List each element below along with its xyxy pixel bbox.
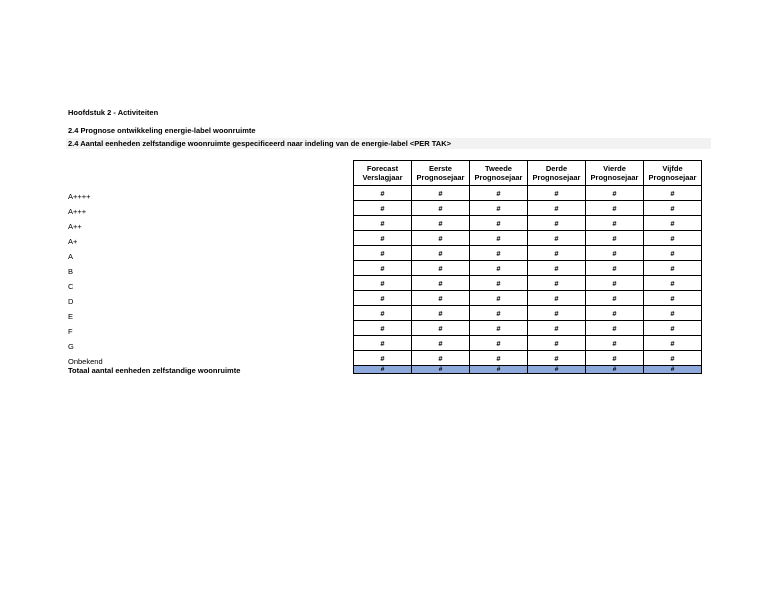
table-cell[interactable]: #	[354, 276, 412, 291]
column-header-line: Forecast	[366, 164, 399, 173]
table-cell[interactable]: #	[644, 276, 702, 291]
table-cell[interactable]: #	[470, 291, 528, 306]
column-header-line: Tweede	[485, 164, 512, 173]
table-row	[354, 321, 702, 336]
column-header-line: Prognosejaar	[590, 173, 639, 182]
table-cell[interactable]: #	[528, 231, 586, 246]
table-cell[interactable]: #	[412, 231, 470, 246]
table-cell[interactable]: #	[354, 186, 412, 201]
column-header-line: Vierde	[603, 164, 626, 173]
table-cell[interactable]: #	[586, 231, 644, 246]
table-cell[interactable]: #	[586, 201, 644, 216]
table-cell[interactable]: #	[354, 216, 412, 231]
table-cell[interactable]: #	[470, 351, 528, 366]
table-cell[interactable]: #	[644, 261, 702, 276]
row-label: A	[68, 252, 74, 261]
table-header-row	[354, 161, 702, 186]
table-cell[interactable]: #	[528, 276, 586, 291]
column-header	[528, 161, 586, 186]
table-row	[354, 351, 702, 366]
table-row	[354, 201, 702, 216]
table-cell[interactable]: #	[354, 291, 412, 306]
table-cell[interactable]: #	[354, 231, 412, 246]
column-header-line: Prognosejaar	[416, 173, 465, 182]
table-cell[interactable]: #	[528, 186, 586, 201]
row-label: A++++	[68, 192, 91, 201]
row-label: E	[68, 312, 74, 321]
table-cell[interactable]: #	[470, 186, 528, 201]
table-cell[interactable]: #	[354, 246, 412, 261]
row-label: B	[68, 267, 74, 276]
table-cell[interactable]: #	[644, 351, 702, 366]
table-cell[interactable]: #	[528, 351, 586, 366]
data-table	[353, 160, 702, 374]
column-header-line: Eerste	[429, 164, 452, 173]
table-cell[interactable]: #	[412, 291, 470, 306]
table-cell[interactable]: #	[354, 351, 412, 366]
table-cell[interactable]: #	[528, 246, 586, 261]
total-row	[354, 366, 702, 374]
section-title: 2.4 Prognose ontwikkeling energie-label woonruimte	[68, 126, 256, 135]
table-cell[interactable]: #	[470, 336, 528, 351]
column-header-line: Prognosejaar	[648, 173, 697, 182]
table-cell[interactable]: #	[644, 186, 702, 201]
table-cell[interactable]: #	[354, 306, 412, 321]
table-cell[interactable]: #	[528, 216, 586, 231]
column-header	[354, 161, 412, 186]
table-cell[interactable]: #	[470, 201, 528, 216]
table-cell[interactable]: #	[470, 231, 528, 246]
table-cell[interactable]: #	[412, 186, 470, 201]
column-header-line: Vijfde	[662, 164, 683, 173]
table-cell[interactable]: #	[412, 306, 470, 321]
table-cell[interactable]: #	[586, 246, 644, 261]
table-cell[interactable]: #	[354, 201, 412, 216]
table-row	[354, 246, 702, 261]
table-cell[interactable]: #	[528, 261, 586, 276]
table-cell[interactable]: #	[528, 321, 586, 336]
table-cell[interactable]: #	[412, 201, 470, 216]
table-row	[354, 306, 702, 321]
table-cell[interactable]: #	[644, 246, 702, 261]
table-cell[interactable]: #	[586, 306, 644, 321]
table-cell[interactable]: #	[586, 321, 644, 336]
table-cell[interactable]: #	[412, 261, 470, 276]
table-cell[interactable]: #	[470, 246, 528, 261]
table-cell[interactable]: #	[528, 306, 586, 321]
table-cell[interactable]: #	[412, 351, 470, 366]
total-cell[interactable]: #	[354, 366, 412, 374]
table-cell[interactable]: #	[644, 336, 702, 351]
row-label: F	[68, 327, 73, 336]
table-cell[interactable]: #	[644, 291, 702, 306]
table-cell[interactable]: #	[644, 306, 702, 321]
total-cell[interactable]: #	[528, 366, 586, 374]
column-header	[586, 161, 644, 186]
table-row	[354, 291, 702, 306]
table-cell[interactable]: #	[470, 306, 528, 321]
column-header-line: Verslagjaar	[362, 173, 403, 182]
table-cell[interactable]: #	[586, 276, 644, 291]
table-cell[interactable]: #	[470, 276, 528, 291]
column-header	[470, 161, 528, 186]
table-cell[interactable]: #	[354, 261, 412, 276]
table-cell[interactable]: #	[586, 336, 644, 351]
table-cell[interactable]: #	[528, 291, 586, 306]
total-cell[interactable]: #	[586, 366, 644, 374]
table-cell[interactable]: #	[586, 351, 644, 366]
chapter-title: Hoofdstuk 2 - Activiteiten	[68, 108, 159, 117]
total-cell[interactable]: #	[412, 366, 470, 374]
table-cell[interactable]: #	[644, 201, 702, 216]
row-label: G	[68, 342, 74, 351]
table-row	[354, 231, 702, 246]
table-row	[354, 186, 702, 201]
table-row	[354, 261, 702, 276]
table-cell[interactable]: #	[528, 336, 586, 351]
total-cell[interactable]: #	[644, 366, 702, 374]
table-cell[interactable]: #	[528, 201, 586, 216]
table-cell[interactable]: #	[470, 321, 528, 336]
table-cell[interactable]: #	[412, 321, 470, 336]
column-header	[412, 161, 470, 186]
table-cell[interactable]: #	[586, 216, 644, 231]
table-cell[interactable]: #	[412, 276, 470, 291]
column-header-line: Derde	[545, 164, 568, 173]
table-cell[interactable]: #	[644, 231, 702, 246]
table-cell[interactable]: #	[470, 216, 528, 231]
table-cell[interactable]: #	[412, 246, 470, 261]
table-cell[interactable]: #	[586, 186, 644, 201]
table-title: 2.4 Aantal eenheden zelfstandige woonruimte gespecificeerd naar indeling van de energie-label <PER TAK>	[68, 139, 452, 148]
table-cell[interactable]: #	[412, 216, 470, 231]
table-cell[interactable]: #	[586, 261, 644, 276]
column-header-line: Prognosejaar	[532, 173, 581, 182]
column-header	[644, 161, 702, 186]
table-cell[interactable]: #	[412, 336, 470, 351]
row-label: A++	[68, 222, 82, 231]
table-cell[interactable]: #	[354, 321, 412, 336]
table-row	[354, 336, 702, 351]
row-label: A+	[68, 237, 78, 246]
row-label: D	[68, 297, 74, 306]
table-row	[354, 216, 702, 231]
table-body	[354, 186, 702, 374]
table-cell[interactable]: #	[644, 321, 702, 336]
row-label: A+++	[68, 207, 87, 216]
column-header-line: Prognosejaar	[474, 173, 523, 182]
table-row	[354, 276, 702, 291]
row-label: C	[68, 282, 74, 291]
table-cell[interactable]: #	[586, 291, 644, 306]
table-cell[interactable]: #	[644, 216, 702, 231]
row-label: Onbekend	[68, 357, 103, 366]
total-label: Totaal aantal eenheden zelfstandige woonruimte	[68, 366, 241, 375]
total-cell[interactable]: #	[470, 366, 528, 374]
table-cell[interactable]: #	[470, 261, 528, 276]
table-cell[interactable]: #	[354, 336, 412, 351]
